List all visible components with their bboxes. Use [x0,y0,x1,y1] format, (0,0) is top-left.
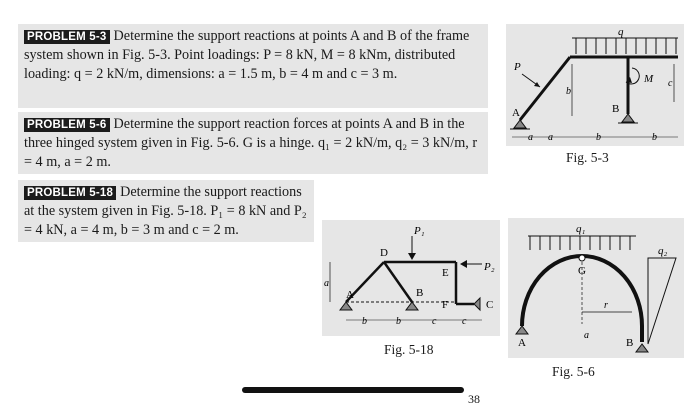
label-q2: q₂ [658,245,668,257]
label-M: M [644,73,654,85]
label-c-1: c [432,316,437,327]
label-a: a [584,330,589,341]
problem-tag: PROBLEM 5-3 [24,30,110,44]
label-r: r [604,300,608,311]
problem-text: Determine the support reactions at the system given in Fig. 5-18. P₁ = 8 kN and P₂ = 4 kN, a = 4 m, b = 3 m and c = 2 m. [24,184,307,238]
label-B: B [612,103,620,115]
label-P2: P₂ [484,261,495,273]
label-b-2: b [652,132,657,143]
label-b-1: b [362,316,367,327]
label-C: C [486,299,494,311]
label-A: A [346,289,354,301]
caption-fig-5-18: Fig. 5-18 [384,342,434,357]
figure-5-6-drawing [508,218,684,358]
problem-tag: PROBLEM 5-6 [24,118,110,132]
label-a: a [324,278,329,289]
label-b-vertical: b [566,86,571,97]
figure-5-6 [508,218,684,358]
figure-5-18 [322,220,500,336]
caption-fig-5-3: Fig. 5-3 [566,150,609,165]
label-P1: P₁ [414,225,425,237]
label-F: F [442,299,449,311]
label-B: B [626,337,634,349]
label-D: D [380,247,388,259]
bottom-bar [242,387,464,393]
problem-tag: PROBLEM 5-18 [24,186,116,200]
label-E: E [442,267,449,279]
problem-text: Determine the support reaction forces at points A and B in the three hinged system given in Fig. 5-6. G is a hinge. q₁ = 2 kN/m, q₂ = 3 kN/m, r = 4 m, a = 2 m. [24,116,478,170]
label-q: q [618,26,624,38]
label-A: A [512,107,520,119]
label-c-2: c [462,316,467,327]
label-q1: q₁ [576,223,586,235]
problem-5-18 [18,180,314,242]
figure-5-18-drawing [322,220,500,336]
problem-5-6 [18,112,488,174]
label-a-1: a [528,132,533,143]
problem-text: Determine the support reactions at points A and B of the frame system shown in Fig. 5-3. Point loadings: P = 8 kN, M = 8 kNm, distributed loading: q = 2 kN/m, dimensions: a = 1.5 m, b = 4 m and c = 3 m. [24,28,470,82]
label-B: B [416,287,424,299]
caption-fig-5-6: Fig. 5-6 [552,364,595,379]
figure-5-3-drawing [506,24,684,146]
label-b-2: b [396,316,401,327]
label-a-2: a [548,132,553,143]
problem-5-3 [18,24,488,108]
figure-5-3 [506,24,684,146]
label-G: G [578,265,586,277]
label-P: P [514,61,521,73]
page-number: 38 [468,392,480,406]
label-b-1: b [596,132,601,143]
label-c: c [668,78,673,89]
label-A: A [518,337,526,349]
